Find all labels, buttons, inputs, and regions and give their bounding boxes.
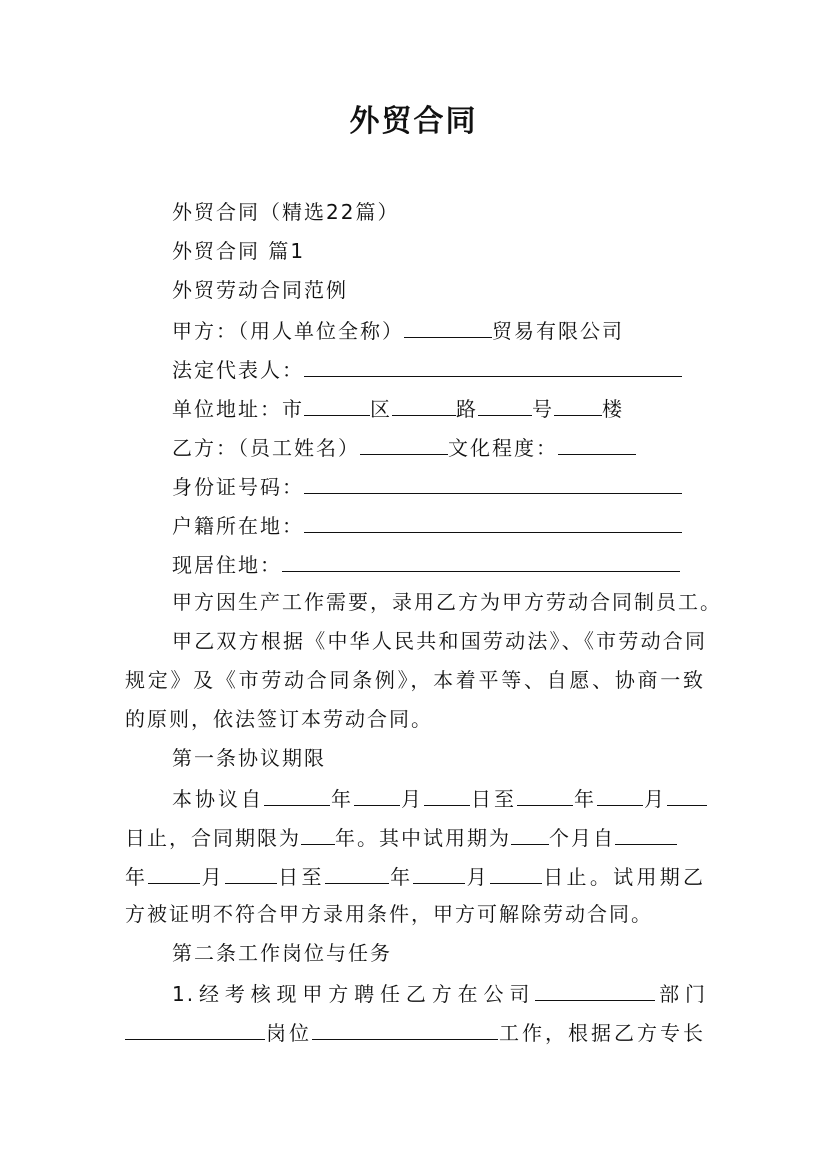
blank-start-year — [264, 783, 330, 806]
residence-line — [172, 549, 707, 579]
text-month: 月 — [400, 787, 424, 811]
blank-end-day — [667, 783, 707, 806]
education-blank — [558, 432, 636, 455]
text-year: 年 — [330, 787, 354, 811]
paragraph-2-line-2: 规定》及《市劳动合同条例》，本着平等、自愿、协商一致 — [125, 668, 705, 692]
text-year: 年 — [573, 787, 597, 811]
text-month: 月 — [200, 865, 225, 889]
education-label: 文化程度： — [448, 436, 558, 460]
hukou-blank — [304, 510, 682, 533]
text-department: 部门 — [655, 982, 707, 1006]
blank-position — [312, 1017, 498, 1040]
blank-term-years — [301, 822, 335, 845]
blank-probation-start-day — [225, 861, 277, 884]
legal-rep-line — [172, 354, 707, 384]
party-a-line — [172, 315, 707, 345]
article-1-title: 第一条协议期限 — [172, 746, 326, 770]
article-2-title: 第二条工作岗位与任务 — [172, 941, 392, 965]
text-from: 本协议自 — [172, 787, 264, 811]
legal-rep-label: 法定代表人： — [172, 358, 304, 382]
contract-heading: 外贸劳动合同范例 — [172, 278, 348, 302]
text-appoint: 1.经考核现甲方聘任乙方在公司 — [172, 982, 536, 1006]
address-lu: 路 — [456, 397, 478, 421]
article-1-line-2 — [125, 822, 705, 852]
id-line — [172, 471, 707, 501]
address-blank-district — [392, 393, 456, 416]
party-b-line — [172, 432, 707, 462]
paragraph-2-line-1: 甲乙双方根据《中华人民共和国劳动法》、《市劳动合同 — [172, 629, 707, 653]
paragraph-2-line-3: 的原则，依法签订本劳动合同。 — [125, 707, 433, 731]
address-hao: 号 — [532, 397, 554, 421]
residence-blank — [282, 549, 680, 572]
article-1-line-4: 方被证明不符合甲方录用条件，甲方可解除劳动合同。 — [125, 902, 653, 926]
party-a-suffix: 贸易有限公司 — [492, 319, 624, 343]
hukou-line — [172, 510, 707, 540]
address-blank-city — [304, 393, 370, 416]
blank-probation-start-year — [615, 822, 677, 845]
text-months-from: 个月自 — [549, 826, 615, 850]
blank-probation-start-month — [148, 861, 200, 884]
text-probation: 年。其中试用期为 — [335, 826, 511, 850]
text-day-to: 日至 — [276, 865, 325, 889]
address-lou: 楼 — [602, 397, 624, 421]
blank-start-month — [354, 783, 400, 806]
document-subtitle: 外贸合同（精选22篇） — [172, 200, 400, 224]
text-day-to: 日至 — [470, 787, 517, 811]
blank-department-name — [125, 1017, 265, 1040]
id-blank — [304, 471, 682, 494]
address-line — [172, 393, 707, 423]
party-b-label: 乙方：（员工姓名） — [172, 436, 360, 460]
party-a-label: 甲方：（用人单位全称） — [172, 319, 404, 343]
document-title: 外贸合同 — [349, 104, 478, 139]
hukou-label: 户籍所在地： — [172, 514, 304, 538]
blank-end-year — [517, 783, 573, 806]
text-year: 年 — [388, 865, 414, 889]
text-term: 日止，合同期限为 — [125, 826, 301, 850]
blank-start-day — [424, 783, 470, 806]
blank-department — [535, 978, 655, 1001]
text-year: 年 — [125, 865, 149, 889]
address-blank-number — [554, 393, 602, 416]
id-label: 身份证号码： — [172, 475, 304, 499]
text-month: 月 — [643, 787, 667, 811]
article-1-line-3 — [125, 861, 705, 891]
address-label: 单位地址：市 — [172, 397, 304, 421]
section-heading: 外贸合同 篇1 — [172, 239, 306, 263]
party-a-blank — [404, 315, 492, 338]
article-1-line-1 — [172, 783, 707, 813]
article-2-line-2 — [125, 1017, 705, 1047]
residence-label: 现居住地： — [172, 553, 282, 577]
text-work: 工作，根据乙方专长 — [498, 1021, 705, 1045]
blank-probation-end-day — [490, 861, 542, 884]
party-b-blank — [360, 432, 448, 455]
address-blank-road — [478, 393, 532, 416]
text-position: 岗位 — [265, 1021, 312, 1045]
text-until: 日止。试用期乙 — [541, 865, 706, 889]
blank-probation-end-month — [413, 861, 465, 884]
address-qu: 区 — [370, 397, 392, 421]
article-2-line-1 — [172, 978, 707, 1008]
paragraph-1: 甲方因生产工作需要，录用乙方为甲方劳动合同制员工。 — [172, 590, 722, 614]
blank-end-month — [597, 783, 643, 806]
blank-probation-end-year — [325, 861, 389, 884]
legal-rep-blank — [304, 354, 682, 377]
blank-probation-months — [511, 822, 549, 845]
text-month: 月 — [465, 865, 490, 889]
